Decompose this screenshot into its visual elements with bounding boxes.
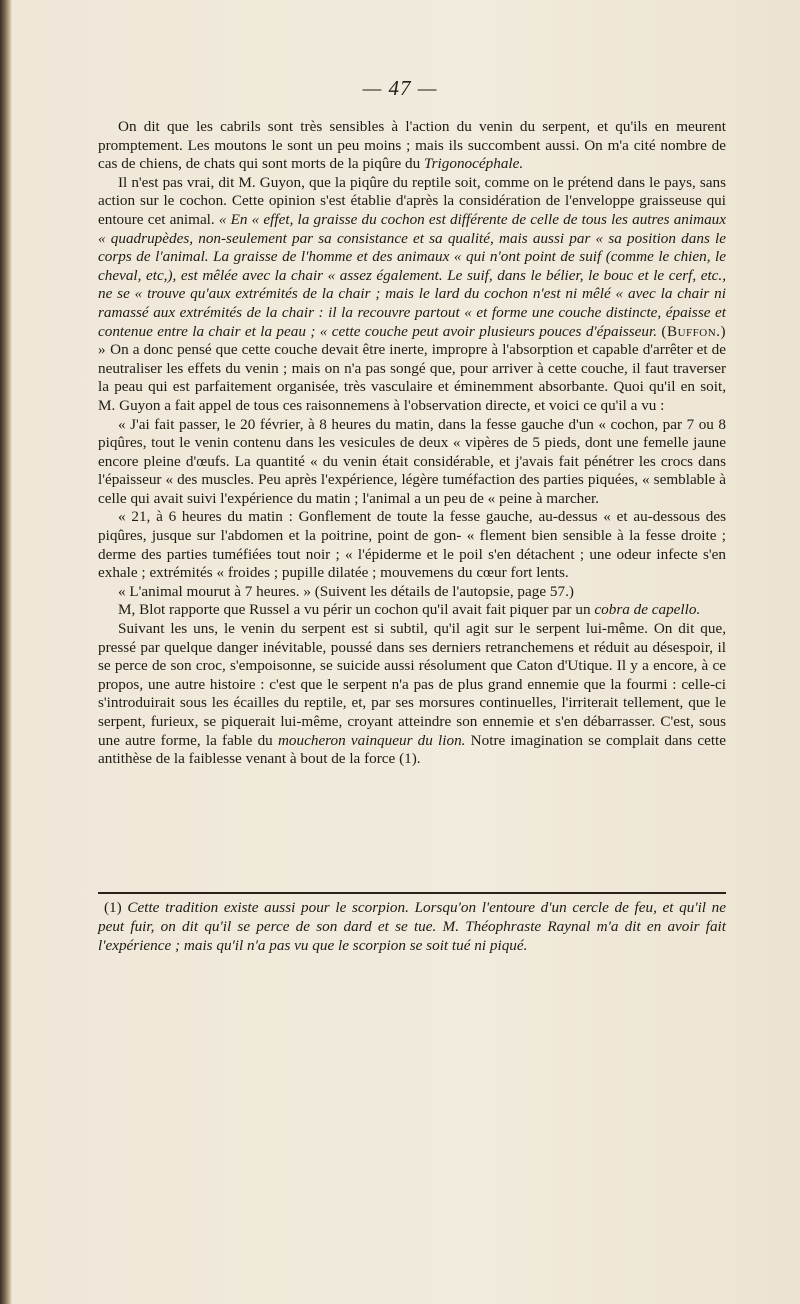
italic-term: cobra de capello.: [594, 601, 701, 619]
footnote: [98, 898, 726, 955]
buffon-quotation: « En « effet, la graisse du cochon est différente de celle de tous les autres animaux « quadrupèdes, non-seulement par sa consistance et sa qualité, mais aussi par « sa position dans le corps de l'animal. La graisse de l'homme et des animaux « qui n'ont point de suif (comme le chien, le cheval, etc,), est mêlée avec la chair « assez également. Le suif, dans le bélier, le bouc et le cerf, etc., ne se « trouve qu'aux extrémités de la chair ; mais le lard du cochon n'est ni mêlé « avec la chair ni ramassé aux extrémités de la chair : il la recouvre partout « et forme une couche distincte, épaisse et contenue entre la chair et la peau ; « cette couche peut avoir plusieurs pouces d'épaisseur.: [98, 210, 726, 340]
buffon-citation: (Buffon.) »: [98, 322, 726, 359]
paragraph-1: On dit que les cabrils sont très sensibles à l'action du venin du serpent, et qu'ils en meurent promptement. Les moutons le sont un peu moins ; mais ils succombent aussi. On m'a cité nombre de cas de chiens, de chats qui sont morts de la piqûre du Trigonocéphale.: [98, 118, 726, 173]
paragraph-experiment-1: « J'ai fait passer, le 20 février, à 8 heures du matin, dans la fesse gauche d'un « cochon, par 7 ou 8 piqûres, tout le venin contenu dans les vesicules de deux « vipères de 5 pieds, dont une femelle jaune encore pleine d'œufs. La quantité « du venin était considérable, et j'avais fait pénétrer les crocs dans l'épaisseur « des muscles. Peu après l'expérience, légère tuméfaction des parties piquées, « semblable à celle qui avait suivi l'expérience du matin ; l'animal a un peu de « peine à marcher.: [98, 415, 726, 507]
paragraph-experiment-3: « L'animal mourut à 7 heures. » (Suivent les détails de l'autopsie, page 57.): [118, 582, 574, 600]
binding-gutter: [0, 0, 12, 1304]
body-text: [98, 118, 726, 769]
italic-term: Trigonocéphale.: [424, 155, 524, 173]
page-number: — 47 —: [362, 76, 438, 100]
paragraph-legend: Suivant les uns, le venin du serpent est si subtil, qu'il agit sur le serpent lui-même. On dit que, pressé par quelque danger inévitable, poussé dans ses derniers retranchemens et réduit au désespoir, il se perce de son croc, s'empoisonne, se suicide aussi résolument que Caton d'Utique. Il y a encore, à ce propos, une autre histoire : c'est que le serpent n'a pas de plus grand ennemie que la fourmi : celle-ci s'introduirait sous les écailles du reptile, et, par ses morsures continuelles, l'irriterait tellement, que le serpent, furieux, se piquerait lui-même, croyant atteindre son ennemie et s'en débarrasser. C'est, sous une autre forme, la fable du moucheron vainqueur du lion. Notre imagination se complait dans cette antithèse de la faiblesse venant à bout de la force (1).: [98, 620, 726, 768]
footnote-ref: (1): [104, 899, 122, 916]
paragraph-2: Il n'est pas vrai, dit M. Guyon, que la piqûre du reptile soit, comme on le prétend dans le pays, sans action sur le cochon. Cette opinion s'est établie d'après la considération de l'enveloppe graisseuse qui entoure cet animal. « En « effet, la graisse du cochon est différente de celle de tous les autres animaux « quadrupèdes, non-seulement par sa consistance et sa qualité, mais aussi par « sa position dans le corps de l'animal. La graisse de l'homme et des animaux « qui n'ont point de suif (comme le chien, le cheval, etc,), est mêlée avec la chair « assez également. Le suif, dans le bélier, le bouc et le cerf, etc., ne se « trouve qu'aux extrémités de la chair ; mais le lard du cochon n'est ni mêlé « avec la chair ni ramassé aux extrémités de la chair : il la recouvre partout « et forme une couche distincte, épaisse et contenue entre la chair et la peau ; « cette couche peut avoir plusieurs pouces d'épaisseur. (Buffon.) » On a donc pensé que cette couche devait être inerte, impropre à l'absorption et capable d'arrêter et de neutraliser les effets du venin ; mais on n'a pas songé que, pour arriver à cette couche, il faut traverser la peau qui est parfaitement organisée, très vasculaire et éminemment absorbante. Quoi qu'il en soit, M. Guyon a fait appel de tous ces raisonnemens à l'observation directe, et voici ce qu'il a vu :: [98, 173, 727, 414]
paragraph-blot: M, Blot rapporte que Russel a vu périr un cochon qu'il avait fait piquer par un cobra de capello.: [118, 601, 701, 619]
italic-term: moucheron vainqueur du lion.: [277, 731, 466, 749]
paragraph-experiment-2: « 21, à 6 heures du matin : Gonflement de toute la fesse gauche, au-dessus « et au-dessous des piqûres, jusque sur l'abdomen et la poitrine, point de gon- « flement bien sensible à la fesse droite ; derme des parties tuméfiées tout noir ; « l'épiderme et le poil s'en détachent ; une odeur infecte s'en exhale ; extrémités « froides ; pupille dilatée ; mouvemens du cœur fort lents.: [98, 508, 726, 582]
footnote-text: Cette tradition existe aussi pour le scorpion. Lorsqu'on l'entoure d'un cercle de feu, et qu'il ne peut fuir, on dit qu'il se perce de son dard et se tue. M. Théophraste Raynal m'a dit en avoir fait l'expérience ; mais qu'il n'a pas vu que le scorpion se soit tué ni piqué.: [98, 899, 726, 954]
footnote-rule: [98, 892, 726, 894]
